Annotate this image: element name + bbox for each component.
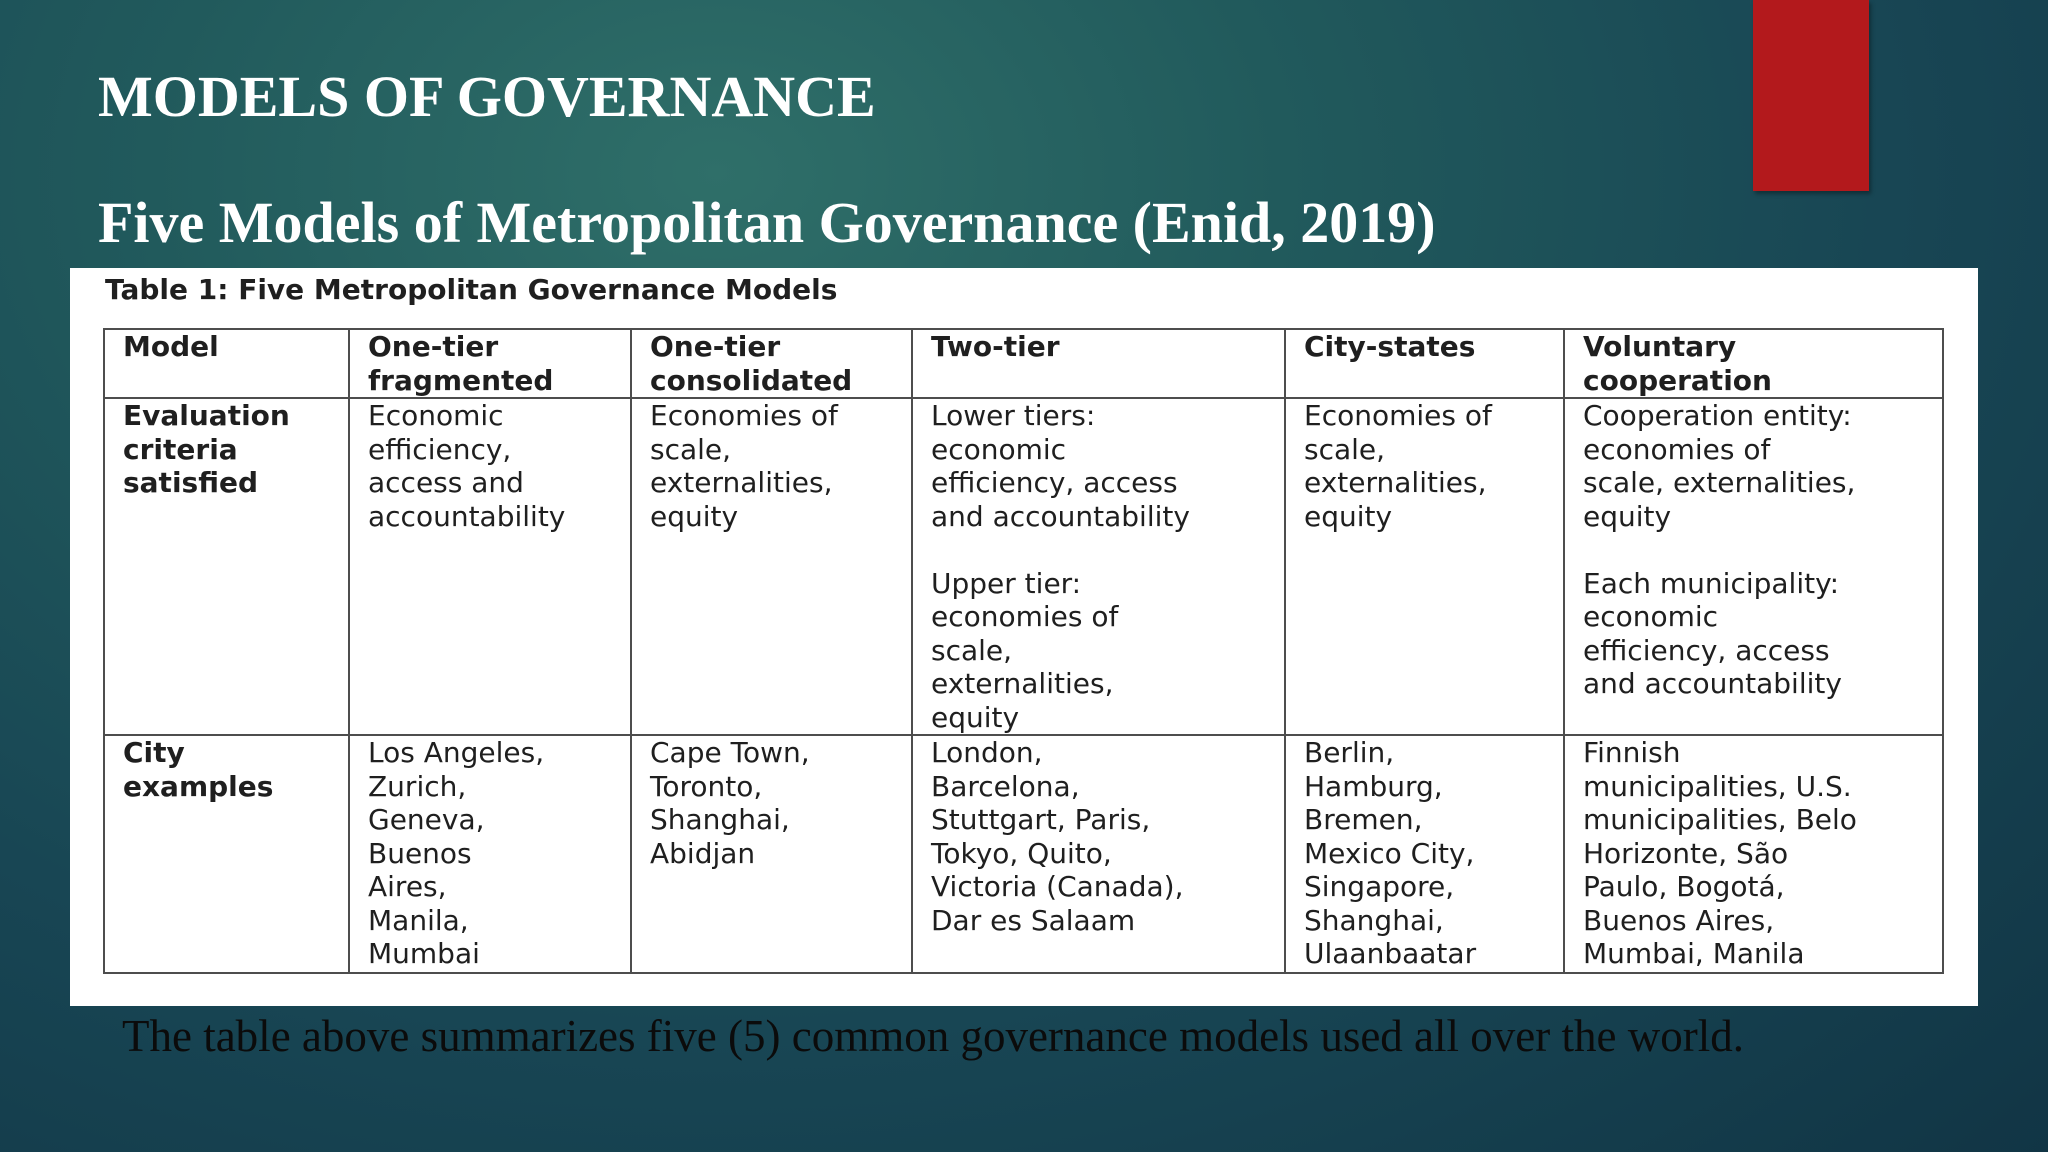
table-image-panel [70,268,1978,1006]
header-city-states: City-states [1285,329,1564,398]
table-cell: Finnish municipalities, U.S. municipalities, Belo Horizonte, São Paulo, Bogotá, Buenos Aires, Mumbai, Manila [1564,735,1943,973]
table-cell: Economic efficiency, access and accountability [349,398,631,735]
table-cell: Lower tiers: economic efficiency, access and accountability Upper tier: economies of scale, externalities, equity [912,398,1285,735]
slide-subtitle: Five Models of Metropolitan Governance (Enid, 2019) [98,190,1436,255]
table-cell: Berlin, Hamburg, Bremen, Mexico City, Singapore, Shanghai, Ulaanbaatar [1285,735,1564,973]
table-cell: Economies of scale, externalities, equity [1285,398,1564,735]
table-cell: Economies of scale, externalities, equity [631,398,912,735]
header-one-tier-consolidated: One-tier consolidated [631,329,912,398]
table-row-city-examples [104,735,1943,973]
table-header-row [104,329,1943,398]
row-label-evaluation-criteria: Evaluation criteria satisfied [104,398,349,735]
table-cell: Cooperation entity: economies of scale, externalities, equity Each municipality: economic efficiency, access and accountability [1564,398,1943,735]
table-cell: London, Barcelona, Stuttgart, Paris, Tokyo, Quito, Victoria (Canada), Dar es Salaam [912,735,1285,973]
row-label-city-examples: City examples [104,735,349,973]
header-model: Model [104,329,349,398]
header-voluntary-cooperation: Voluntary cooperation [1564,329,1943,398]
red-accent-bar [1753,0,1869,191]
header-one-tier-fragmented: One-tier fragmented [349,329,631,398]
table-cell: Los Angeles, Zurich, Geneva, Buenos Aires, Manila, Mumbai [349,735,631,973]
slide-footer-text: The table above summarizes five (5) common governance models used all over the world. [122,1011,1744,1061]
governance-models-table [103,328,1944,974]
table-caption: Table 1: Five Metropolitan Governance Models [105,273,838,306]
table-cell: Cape Town, Toronto, Shanghai, Abidjan [631,735,912,973]
slide-title: MODELS OF GOVERNANCE [98,64,876,129]
table-row-evaluation-criteria [104,398,1943,735]
header-two-tier: Two-tier [912,329,1285,398]
